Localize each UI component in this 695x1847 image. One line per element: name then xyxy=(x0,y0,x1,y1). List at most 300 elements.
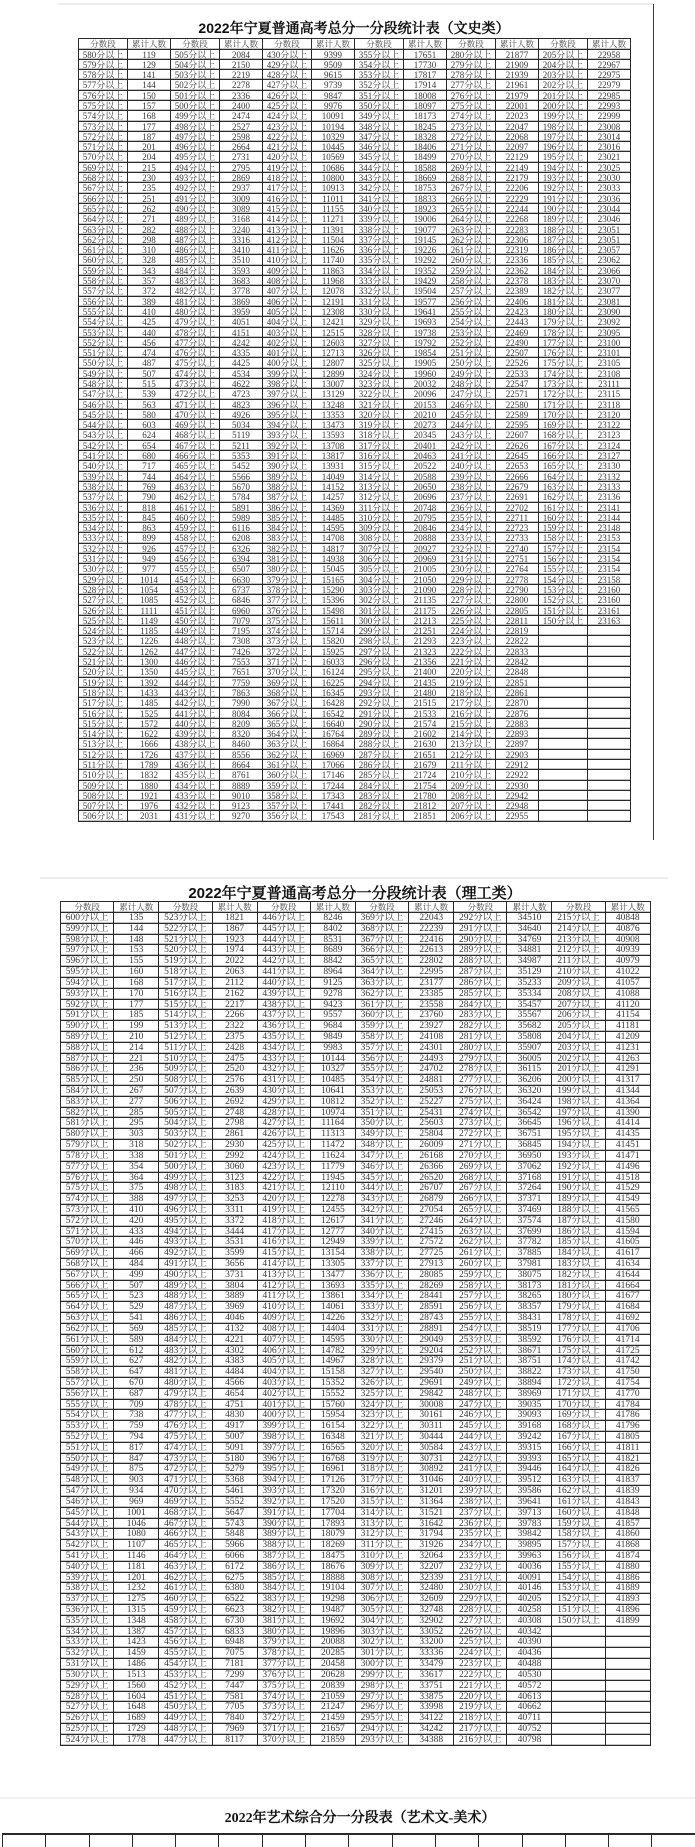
score-band-cell: 474分以上 xyxy=(171,369,220,379)
score-band-cell: 538分以上 xyxy=(61,1583,114,1594)
cumulative-count-cell: 150 xyxy=(128,91,171,101)
score-band-cell: 259分以上 xyxy=(454,1270,507,1281)
cumulative-count-cell: 926 xyxy=(128,544,171,554)
score-band-cell: 426分以上 xyxy=(258,1129,311,1140)
cumulative-count-cell: 41181 xyxy=(606,1021,651,1032)
cumulative-count-cell: 33336 xyxy=(409,1648,454,1659)
cumulative-count-cell: 9847 xyxy=(312,91,355,101)
cumulative-count-cell: 949 xyxy=(128,554,171,564)
cumulative-count-cell: 13305 xyxy=(311,1259,356,1270)
score-band-cell: 386分以上 xyxy=(263,503,312,513)
table-row xyxy=(79,369,631,379)
score-band-cell: 222分以上 xyxy=(447,647,496,657)
cumulative-count-cell: 3531 xyxy=(213,1237,258,1248)
table-row xyxy=(61,1000,651,1011)
table-row xyxy=(79,523,631,533)
cumulative-count-cell: 22883 xyxy=(496,719,539,729)
cumulative-count-cell: 41784 xyxy=(606,1400,651,1411)
score-band-cell: 526分以上 xyxy=(79,606,128,616)
cumulative-count-cell: 21050 xyxy=(404,575,447,585)
score-band-cell: 290分以上 xyxy=(355,719,404,729)
cumulative-count-cell: 40308 xyxy=(507,1616,552,1627)
cumulative-count-cell: 10913 xyxy=(312,183,355,193)
score-band-cell: 534分以上 xyxy=(61,1627,114,1638)
empty-cell xyxy=(588,770,631,780)
cumulative-count-cell: 19145 xyxy=(404,235,447,245)
cumulative-count-cell: 21059 xyxy=(311,1692,356,1703)
score-band-cell: 415分以上 xyxy=(258,1248,311,1259)
cumulative-count-cell: 21400 xyxy=(404,667,447,677)
score-band-cell: 538分以上 xyxy=(79,482,128,492)
score-band-cell: 515分以上 xyxy=(159,1000,212,1011)
score-band-cell: 477分以上 xyxy=(171,338,220,348)
score-band-cell: 250分以上 xyxy=(454,1367,507,1378)
score-band-cell: 589分以上 xyxy=(61,1032,114,1043)
score-band-cell: 295分以上 xyxy=(355,667,404,677)
cumulative-count-cell: 40530 xyxy=(507,1670,552,1681)
score-band-cell: 379分以上 xyxy=(263,575,312,585)
table-row xyxy=(61,1605,651,1616)
cumulative-count-cell: 22443 xyxy=(496,317,539,327)
score-band-cell: 276分以上 xyxy=(454,1086,507,1097)
cumulative-count-cell: 23008 xyxy=(588,122,631,132)
score-band-cell: 398分以上 xyxy=(263,379,312,389)
score-band-cell: 450分以上 xyxy=(171,616,220,626)
cumulative-count-cell: 7447 xyxy=(213,1681,258,1692)
score-band-cell: 210分以上 xyxy=(552,967,605,978)
score-band-cell: 545分以上 xyxy=(79,410,128,420)
empty-cell xyxy=(539,719,588,729)
cumulative-count-cell: 3889 xyxy=(213,1291,258,1302)
cumulative-count-cell: 2375 xyxy=(213,1032,258,1043)
cumulative-count-cell: 35334 xyxy=(507,989,552,1000)
score-band-cell: 171分以上 xyxy=(552,1389,605,1400)
score-band-cell: 362分以上 xyxy=(356,989,409,1000)
score-band-cell: 196分以上 xyxy=(539,142,588,152)
score-band-cell: 200分以上 xyxy=(539,101,588,111)
score-band-cell: 516分以上 xyxy=(79,709,128,719)
score-band-cell: 252分以上 xyxy=(454,1346,507,1357)
cumulative-count-cell: 23120 xyxy=(588,410,631,420)
cumulative-count-cell: 21005 xyxy=(404,564,447,574)
score-band-cell: 393分以上 xyxy=(263,430,312,440)
score-band-cell: 334分以上 xyxy=(355,266,404,276)
cumulative-count-cell: 11740 xyxy=(312,255,355,265)
cumulative-count-cell: 39963 xyxy=(507,1551,552,1562)
table-cell xyxy=(479,1835,522,1847)
score-band-cell: 291分以上 xyxy=(454,924,507,935)
score-band-cell: 481分以上 xyxy=(159,1367,212,1378)
score-band-cell: 425分以上 xyxy=(258,1140,311,1151)
score-band-cell: 152分以上 xyxy=(552,1594,605,1605)
cumulative-count-cell: 41154 xyxy=(606,1010,651,1021)
score-band-cell: 396分以上 xyxy=(258,1454,311,1465)
score-band-cell: 334分以上 xyxy=(356,1291,409,1302)
cumulative-count-cell: 3969 xyxy=(213,1302,258,1313)
score-band-cell: 374分以上 xyxy=(263,626,312,636)
table-row xyxy=(61,1032,651,1043)
score-band-cell: 175分以上 xyxy=(552,1346,605,1357)
cumulative-count-cell: 295 xyxy=(114,1118,159,1129)
score-band-cell: 279分以上 xyxy=(454,1054,507,1065)
cumulative-count-cell: 22833 xyxy=(496,647,539,657)
cumulative-count-cell: 24881 xyxy=(409,1075,454,1086)
cumulative-count-cell: 30584 xyxy=(409,1443,454,1454)
table-row xyxy=(61,1075,651,1086)
cumulative-count-cell: 14967 xyxy=(311,1356,356,1367)
cumulative-count-cell: 32609 xyxy=(409,1594,454,1605)
cumulative-count-cell: 388 xyxy=(114,1194,159,1205)
score-band-cell: 174分以上 xyxy=(552,1356,605,1367)
score-band-cell: 419分以上 xyxy=(263,163,312,173)
score-band-cell: 431分以上 xyxy=(258,1075,311,1086)
cumulative-count-cell: 2084 xyxy=(220,50,263,60)
score-band-cell: 353分以上 xyxy=(356,1086,409,1097)
cumulative-count-cell: 7075 xyxy=(213,1648,258,1659)
score-band-cell: 331分以上 xyxy=(355,297,404,307)
score-band-cell: 483分以上 xyxy=(171,276,220,286)
score-band-cell: 278分以上 xyxy=(447,70,496,80)
score-band-cell: 500分以上 xyxy=(159,1162,212,1173)
score-band-cell: 543分以上 xyxy=(79,430,128,440)
score-band-cell: 199分以上 xyxy=(539,111,588,121)
cumulative-count-cell: 25603 xyxy=(409,1118,454,1129)
score-band-cell: 480分以上 xyxy=(171,307,220,317)
cumulative-count-cell: 23160 xyxy=(588,585,631,595)
score-band-cell: 576分以上 xyxy=(61,1173,114,1184)
cumulative-count-cell: 40036 xyxy=(507,1562,552,1573)
cumulative-count-cell: 41364 xyxy=(606,1097,651,1108)
cumulative-count-cell: 23030 xyxy=(588,173,631,183)
cumulative-count-cell: 22666 xyxy=(496,472,539,482)
cumulative-count-cell: 22283 xyxy=(496,225,539,235)
score-band-cell: 584分以上 xyxy=(61,1086,114,1097)
score-band-cell: 316分以上 xyxy=(355,451,404,461)
cumulative-count-cell: 40572 xyxy=(507,1681,552,1692)
cumulative-count-cell: 5007 xyxy=(213,1432,258,1443)
cumulative-count-cell: 4051 xyxy=(220,317,263,327)
cumulative-count-cell: 36206 xyxy=(507,1075,552,1086)
cumulative-count-cell: 759 xyxy=(114,1421,159,1432)
cumulative-count-cell: 17704 xyxy=(311,1508,356,1519)
score-band-cell: 418分以上 xyxy=(263,173,312,183)
header-score-band: 分数段 xyxy=(552,902,605,913)
score-band-cell: 232分以上 xyxy=(447,544,496,554)
cumulative-count-cell: 845 xyxy=(128,513,171,523)
score-band-cell: 514分以上 xyxy=(159,1010,212,1021)
cumulative-count-cell: 20650 xyxy=(404,482,447,492)
table-row xyxy=(61,1389,651,1400)
cumulative-count-cell: 1001 xyxy=(114,1508,159,1519)
cumulative-count-cell: 1226 xyxy=(128,636,171,646)
score-band-cell: 576分以上 xyxy=(79,91,128,101)
score-band-cell: 392分以上 xyxy=(263,441,312,451)
score-band-cell: 588分以上 xyxy=(61,1043,114,1054)
cumulative-count-cell: 41317 xyxy=(606,1075,651,1086)
score-band-cell: 577分以上 xyxy=(61,1162,114,1173)
table-row xyxy=(79,719,631,729)
header-cumulative-count: 累计人数 xyxy=(404,39,447,50)
score-band-cell: 256分以上 xyxy=(447,297,496,307)
cumulative-count-cell: 10144 xyxy=(311,1054,356,1065)
score-band-cell: 451分以上 xyxy=(159,1692,212,1703)
empty-cell xyxy=(588,657,631,667)
cumulative-count-cell: 155 xyxy=(114,956,159,967)
table-cell xyxy=(219,1835,262,1847)
table-row xyxy=(61,924,651,935)
cumulative-count-cell: 580 xyxy=(128,410,171,420)
cumulative-count-cell: 2861 xyxy=(213,1129,258,1140)
score-band-cell: 214分以上 xyxy=(552,924,605,935)
cumulative-count-cell: 19896 xyxy=(311,1627,356,1638)
cumulative-count-cell: 14257 xyxy=(312,492,355,502)
score-band-cell: 379分以上 xyxy=(258,1637,311,1648)
score-band-cell: 361分以上 xyxy=(263,760,312,770)
cumulative-count-cell: 221 xyxy=(114,1054,159,1065)
score-band-cell: 586分以上 xyxy=(61,1064,114,1075)
cumulative-count-cell: 22876 xyxy=(496,709,539,719)
score-band-cell: 457分以上 xyxy=(171,544,220,554)
score-band-cell: 269分以上 xyxy=(454,1162,507,1173)
score-band-cell: 166分以上 xyxy=(539,451,588,461)
score-band-cell: 169分以上 xyxy=(552,1410,605,1421)
header-cumulative-count: 累计人数 xyxy=(507,902,552,913)
cumulative-count-cell: 36645 xyxy=(507,1118,552,1129)
table-row xyxy=(79,225,631,235)
score-band-cell: 536分以上 xyxy=(61,1605,114,1616)
cumulative-count-cell: 817 xyxy=(114,1443,159,1454)
cumulative-count-cell: 38173 xyxy=(507,1281,552,1292)
cumulative-count-cell: 2150 xyxy=(220,60,263,70)
cumulative-count-cell: 9557 xyxy=(311,1010,356,1021)
cumulative-count-cell: 10485 xyxy=(311,1075,356,1086)
cumulative-count-cell: 1789 xyxy=(128,760,171,770)
score-band-cell: 385分以上 xyxy=(263,513,312,523)
cumulative-count-cell: 717 xyxy=(128,461,171,471)
table-row xyxy=(61,1551,651,1562)
cumulative-count-cell: 37699 xyxy=(507,1227,552,1238)
score-band-cell: 441分以上 xyxy=(258,967,311,978)
cumulative-count-cell: 27913 xyxy=(409,1259,454,1270)
cumulative-count-cell: 201 xyxy=(128,142,171,152)
cumulative-count-cell: 1921 xyxy=(128,791,171,801)
cumulative-count-cell: 5989 xyxy=(220,513,263,523)
score-band-cell: 152分以上 xyxy=(539,595,588,605)
score-band-cell: 311分以上 xyxy=(356,1540,409,1551)
score-band-cell: 283分以上 xyxy=(355,791,404,801)
score-band-cell: 471分以上 xyxy=(159,1475,212,1486)
cumulative-count-cell: 22423 xyxy=(496,307,539,317)
score-band-cell: 325分以上 xyxy=(355,358,404,368)
table-row xyxy=(79,750,631,760)
cumulative-count-cell: 22711 xyxy=(496,513,539,523)
cumulative-count-cell: 40939 xyxy=(606,945,651,956)
score-band-cell: 419分以上 xyxy=(258,1205,311,1216)
score-band-cell: 427分以上 xyxy=(258,1118,311,1129)
cumulative-count-cell: 23144 xyxy=(588,513,631,523)
score-band-cell: 567分以上 xyxy=(61,1270,114,1281)
cumulative-count-cell: 9976 xyxy=(312,101,355,111)
score-band-cell: 390分以上 xyxy=(258,1519,311,1530)
score-band-cell: 364分以上 xyxy=(263,729,312,739)
table-row xyxy=(61,1659,651,1670)
cumulative-count-cell: 30161 xyxy=(409,1410,454,1421)
empty-cell xyxy=(539,657,588,667)
score-band-cell: 178分以上 xyxy=(539,328,588,338)
cumulative-count-cell: 119 xyxy=(128,50,171,60)
cumulative-count-cell: 17817 xyxy=(404,70,447,80)
cumulative-count-cell: 19792 xyxy=(404,338,447,348)
empty-cell xyxy=(539,781,588,791)
cumulative-count-cell: 23760 xyxy=(409,1010,454,1021)
score-band-cell: 533分以上 xyxy=(61,1637,114,1648)
table-row xyxy=(79,564,631,574)
cumulative-count-cell: 16154 xyxy=(311,1421,356,1432)
cumulative-count-cell: 8889 xyxy=(220,781,263,791)
score-band-cell: 578分以上 xyxy=(79,70,128,80)
score-band-cell: 482分以上 xyxy=(159,1356,212,1367)
cumulative-count-cell: 6623 xyxy=(213,1605,258,1616)
score-band-cell: 518分以上 xyxy=(79,688,128,698)
cumulative-count-cell: 41518 xyxy=(606,1173,651,1184)
cumulative-count-cell: 3599 xyxy=(213,1248,258,1259)
cumulative-count-cell: 22691 xyxy=(496,492,539,502)
score-band-cell: 371分以上 xyxy=(263,657,312,667)
score-band-cell: 484分以上 xyxy=(171,266,220,276)
cumulative-count-cell: 41664 xyxy=(606,1281,651,1292)
cumulative-count-cell: 863 xyxy=(128,523,171,533)
score-band-cell: 507分以上 xyxy=(79,801,128,811)
cumulative-count-cell: 687 xyxy=(114,1389,159,1400)
cumulative-count-cell: 40613 xyxy=(507,1692,552,1703)
score-band-cell: 572分以上 xyxy=(61,1216,114,1227)
cumulative-count-cell: 3410 xyxy=(220,245,263,255)
score-band-cell: 470分以上 xyxy=(159,1486,212,1497)
score-band-cell: 266分以上 xyxy=(454,1194,507,1205)
score-band-cell: 566分以上 xyxy=(61,1281,114,1292)
cumulative-count-cell: 6630 xyxy=(220,575,263,585)
score-band-cell: 224分以上 xyxy=(454,1648,507,1659)
cumulative-count-cell: 144 xyxy=(128,80,171,90)
score-band-cell: 497分以上 xyxy=(159,1194,212,1205)
score-band-cell: 541分以上 xyxy=(61,1551,114,1562)
score-band-cell: 198分以上 xyxy=(539,122,588,132)
score-band-cell: 238分以上 xyxy=(447,482,496,492)
score-band-cell: 326分以上 xyxy=(356,1378,409,1389)
score-band-cell: 299分以上 xyxy=(356,1670,409,1681)
score-band-cell: 386分以上 xyxy=(258,1562,311,1573)
score-band-cell: 301分以上 xyxy=(356,1648,409,1659)
score-band-cell: 173分以上 xyxy=(552,1367,605,1378)
cumulative-count-cell: 285 xyxy=(114,1108,159,1119)
score-band-cell: 351分以上 xyxy=(356,1108,409,1119)
score-band-cell: 203分以上 xyxy=(552,1043,605,1054)
cumulative-count-cell: 15954 xyxy=(311,1410,356,1421)
cumulative-count-cell: 41471 xyxy=(606,1151,651,1162)
score-band-cell: 279分以上 xyxy=(447,60,496,70)
cumulative-count-cell: 1014 xyxy=(128,575,171,585)
cumulative-count-cell: 13931 xyxy=(312,461,355,471)
score-band-cell: 180分以上 xyxy=(552,1291,605,1302)
cumulative-count-cell: 2992 xyxy=(213,1151,258,1162)
cumulative-count-cell: 6948 xyxy=(213,1637,258,1648)
cumulative-count-cell: 16764 xyxy=(312,729,355,739)
score-band-cell: 370分以上 xyxy=(263,667,312,677)
empty-cell xyxy=(539,791,588,801)
cumulative-count-cell: 25053 xyxy=(409,1086,454,1097)
cumulative-count-cell: 21135 xyxy=(404,595,447,605)
table-row xyxy=(79,80,631,90)
score-band-cell: 385分以上 xyxy=(258,1573,311,1584)
header-row xyxy=(61,902,651,913)
score-band-cell: 422分以上 xyxy=(263,132,312,142)
score-band-cell: 203分以上 xyxy=(539,70,588,80)
score-band-cell: 325分以上 xyxy=(356,1389,409,1400)
cumulative-count-cell: 1080 xyxy=(114,1529,159,1540)
empty-cell xyxy=(588,781,631,791)
table-row xyxy=(79,328,631,338)
cumulative-count-cell: 22229 xyxy=(496,194,539,204)
score-band-cell: 580分以上 xyxy=(79,50,128,60)
score-band-cell: 345分以上 xyxy=(356,1173,409,1184)
cumulative-count-cell: 22001 xyxy=(496,101,539,111)
score-band-cell: 394分以上 xyxy=(258,1475,311,1486)
score-band-cell: 343分以上 xyxy=(356,1194,409,1205)
cumulative-count-cell: 2474 xyxy=(220,111,263,121)
table-row xyxy=(61,1573,651,1584)
score-band-cell: 366分以上 xyxy=(356,945,409,956)
cumulative-count-cell: 3168 xyxy=(220,214,263,224)
score-band-cell: 495分以上 xyxy=(159,1216,212,1227)
score-band-cell: 408分以上 xyxy=(263,276,312,286)
cumulative-count-cell: 13473 xyxy=(312,420,355,430)
score-band-cell: 446分以上 xyxy=(171,657,220,667)
cumulative-count-cell: 1525 xyxy=(128,709,171,719)
cumulative-count-cell: 22805 xyxy=(496,606,539,616)
score-band-cell: 360分以上 xyxy=(356,1010,409,1021)
score-band-cell: 151分以上 xyxy=(539,606,588,616)
cumulative-count-cell: 10445 xyxy=(312,142,355,152)
cumulative-count-cell: 33617 xyxy=(409,1670,454,1681)
cumulative-count-cell: 26009 xyxy=(409,1140,454,1151)
score-band-cell: 192分以上 xyxy=(539,183,588,193)
header-score-band: 分数段 xyxy=(355,39,404,50)
cumulative-count-cell: 18173 xyxy=(404,111,447,121)
empty-cell xyxy=(539,688,588,698)
score-band-cell: 207分以上 xyxy=(552,1000,605,1011)
score-band-cell: 577分以上 xyxy=(79,80,128,90)
cumulative-count-cell: 41843 xyxy=(606,1497,651,1508)
score-band-cell: 399分以上 xyxy=(258,1421,311,1432)
score-band-cell: 358分以上 xyxy=(356,1032,409,1043)
table-row xyxy=(79,811,631,821)
cumulative-count-cell: 2217 xyxy=(213,1000,258,1011)
score-band-cell: 453分以上 xyxy=(159,1670,212,1681)
cumulative-count-cell: 22097 xyxy=(496,142,539,152)
score-band-cell: 513分以上 xyxy=(159,1021,212,1032)
score-band-cell: 183分以上 xyxy=(539,276,588,286)
score-band-cell: 452分以上 xyxy=(159,1681,212,1692)
cumulative-count-cell: 23558 xyxy=(409,1000,454,1011)
table-row xyxy=(61,1475,651,1486)
table-row xyxy=(61,1270,651,1281)
score-band-cell: 381分以上 xyxy=(258,1616,311,1627)
cumulative-count-cell: 4484 xyxy=(213,1367,258,1378)
score-band-cell: 302分以上 xyxy=(355,595,404,605)
cumulative-count-cell: 36950 xyxy=(507,1151,552,1162)
score-band-cell: 158分以上 xyxy=(552,1529,605,1540)
score-band-cell: 193分以上 xyxy=(552,1151,605,1162)
